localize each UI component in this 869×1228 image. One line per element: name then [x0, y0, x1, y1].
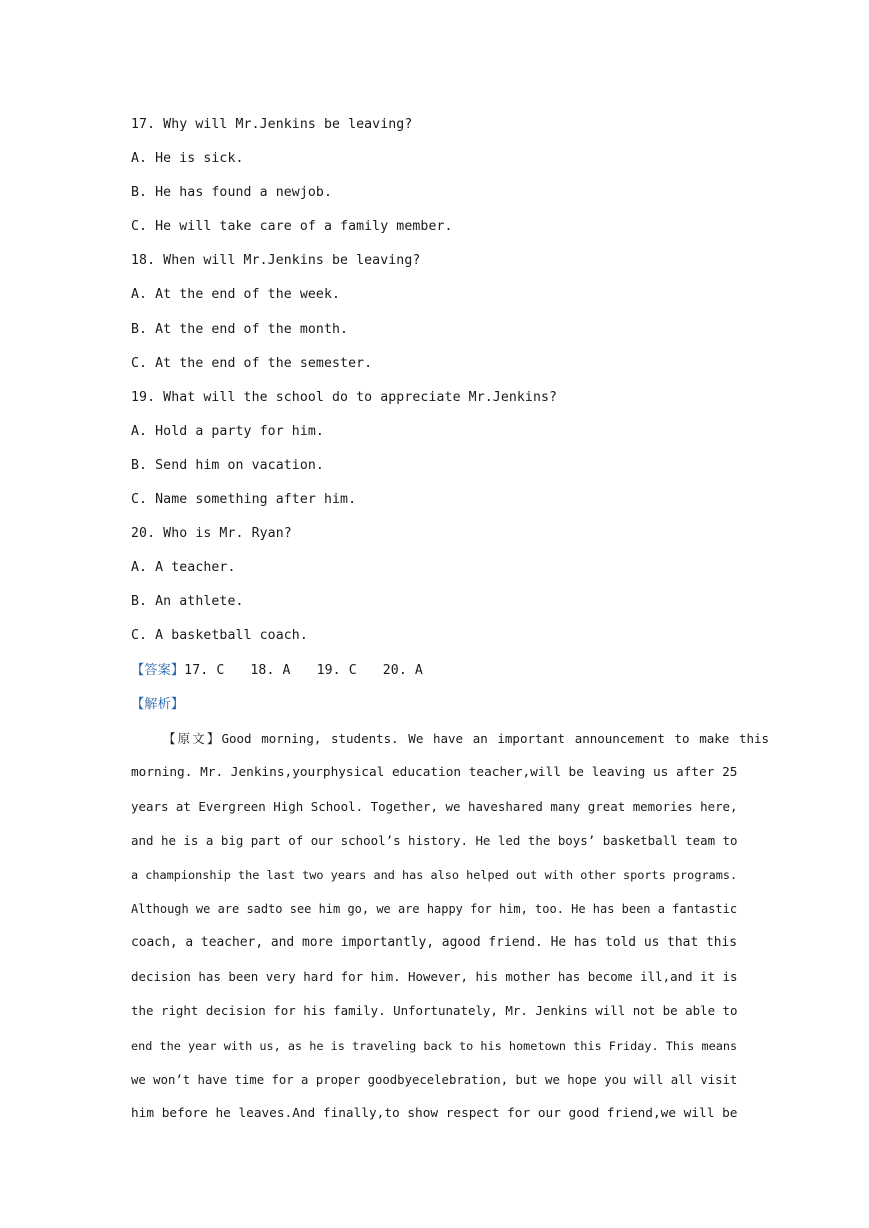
question-20-stem: 20. Who is Mr. Ryan?: [131, 526, 292, 542]
transcript-line: decision has been very hard for him. However, his mother has become ill,and it is: [131, 969, 738, 985]
question-18-option-a: A. At the end of the week.: [131, 287, 341, 303]
transcript-paragraph: [131, 722, 770, 1131]
answer-item: 20. A: [382, 662, 423, 678]
transcript-line: a championship the last two years and has also helped out with other sports programs.: [131, 868, 738, 883]
question-20-option-b: B. An athlete.: [131, 594, 244, 610]
transcript-line: coach, a teacher, and more importantly, agood friend. He has told us that this: [131, 935, 738, 951]
transcript-line: him before he leaves.And finally,to show respect for our good friend,we will be: [131, 1105, 738, 1121]
question-17-option-b: B. He has found a newjob.: [131, 185, 332, 201]
transcript-line: morning. Mr. Jenkins,yourphysical education teacher,will be leaving us after 25: [131, 764, 738, 780]
transcript-line: Although we are sadto see him go, we are happy for him, too. He has been a fantastic: [131, 902, 738, 917]
question-20-option-a: A. A teacher.: [131, 560, 236, 576]
transcript-line-text: Good morning, students. We have an important announcement to make this: [221, 730, 770, 746]
question-17-option-c: C. He will take care of a family member.: [131, 219, 453, 235]
answer-key: [131, 654, 737, 688]
question-19-option-a: A. Hold a party for him.: [131, 423, 324, 439]
question-18-stem: 18. When will Mr.Jenkins be leaving?: [131, 253, 421, 269]
question-19-option-c: C. Name something after him.: [131, 492, 357, 508]
question-19-option-b: B. Send him on vacation.: [131, 457, 324, 473]
analysis-label: 【解析】: [131, 696, 185, 712]
question-17-stem: 17. Why will Mr.Jenkins be leaving?: [131, 117, 413, 132]
question-17-option-a: A. He is sick.: [131, 151, 244, 167]
transcript-label: 【原文】: [163, 730, 222, 746]
transcript-line: [131, 722, 769, 756]
document-body: [131, 108, 770, 1131]
transcript-line: we won’t have time for a proper goodbyecelebration, but we hope you will all visit: [131, 1072, 738, 1087]
answer-label: 【答案】: [131, 662, 185, 678]
question-20-option-c: C. A basketball coach.: [131, 628, 308, 644]
question-18-option-c: C. At the end of the semester.: [131, 355, 373, 371]
analysis-heading: [131, 688, 737, 722]
answer-item: 19. C: [316, 662, 357, 678]
question-18-option-b: B. At the end of the month.: [131, 321, 349, 337]
transcript-line: years at Evergreen High School. Together, we haveshared many great memories here,: [131, 798, 738, 814]
question-19-stem: 19. What will the school do to appreciate Mr.Jenkins?: [131, 389, 558, 405]
transcript-line: and he is a big part of our school’s history. He led the boys’ basketball team to: [131, 832, 738, 848]
answer-item: 17. C: [184, 662, 225, 678]
transcript-line: the right decision for his family. Unfortunately, Mr. Jenkins will not be able to: [131, 1003, 738, 1019]
transcript-line: end the year with us, as he is traveling back to his hometown this Friday. This means: [131, 1038, 738, 1053]
answer-item: 18. A: [250, 662, 291, 678]
